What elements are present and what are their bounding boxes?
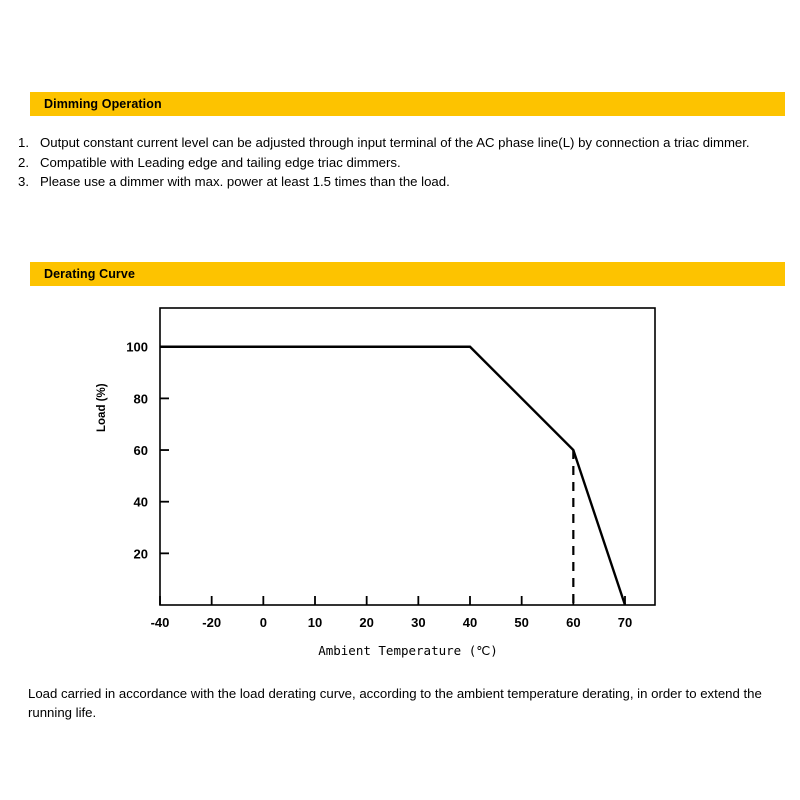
chart-x-tick-label: 0 bbox=[259, 615, 267, 630]
chart-y-tick-label: 80 bbox=[133, 391, 148, 407]
list-item-text: Please use a dimmer with max. power at least 1.5 times than the load. bbox=[40, 174, 450, 189]
chart-x-axis-label: Ambient Temperature (℃) bbox=[318, 643, 498, 658]
chart-canvas bbox=[90, 300, 710, 670]
section-header-derating bbox=[30, 262, 785, 286]
chart-plot-frame bbox=[160, 308, 655, 605]
chart-x-tick-label: 70 bbox=[617, 615, 633, 630]
chart-x-tick-label: 40 bbox=[462, 615, 478, 630]
list-item-number: 1. bbox=[18, 135, 29, 150]
chart-y-axis-label: Load (%) bbox=[96, 383, 108, 432]
derating-curve-chart bbox=[90, 300, 710, 670]
list-item bbox=[14, 154, 784, 173]
chart-derating-curve bbox=[160, 347, 625, 605]
list-item bbox=[14, 134, 784, 153]
chart-x-tick-label: -20 bbox=[202, 615, 222, 630]
list-item-text: Compatible with Leading edge and tailing edge triac dimmers. bbox=[40, 154, 401, 170]
section-header-derating-label: Derating Curve bbox=[44, 267, 136, 281]
chart-y-tick-label: 100 bbox=[126, 339, 148, 355]
list-item bbox=[14, 173, 784, 192]
chart-x-tick-labels bbox=[151, 615, 633, 630]
chart-x-ticks bbox=[160, 596, 625, 605]
list-item-text: Output constant current level can be adjusted through input terminal of the AC phase line(L) by connection a triac dimmer. bbox=[40, 135, 750, 150]
chart-y-ticks bbox=[160, 347, 169, 554]
chart-x-tick-label: -40 bbox=[150, 615, 170, 630]
chart-x-tick-label: 20 bbox=[359, 615, 374, 630]
section-header-dimming bbox=[30, 92, 785, 116]
chart-y-tick-label: 20 bbox=[133, 546, 148, 562]
chart-y-tick-labels bbox=[126, 340, 148, 562]
dimming-notes-list bbox=[14, 134, 784, 193]
chart-x-tick-label: 10 bbox=[307, 615, 323, 630]
list-item-number: 3. bbox=[18, 174, 29, 189]
derating-footer-note: Load carried in accordance with the load derating curve, according to the ambient temperature derating, in order to extend the running life. bbox=[28, 686, 762, 720]
section-header-dimming-label: Dimming Operation bbox=[44, 97, 162, 111]
chart-x-tick-label: 60 bbox=[566, 615, 581, 630]
chart-y-tick-label: 60 bbox=[133, 443, 148, 459]
chart-y-tick-label: 40 bbox=[133, 494, 148, 510]
chart-x-tick-label: 50 bbox=[514, 615, 529, 630]
chart-x-tick-label: 30 bbox=[411, 615, 426, 630]
list-item-number: 2. bbox=[18, 154, 29, 170]
